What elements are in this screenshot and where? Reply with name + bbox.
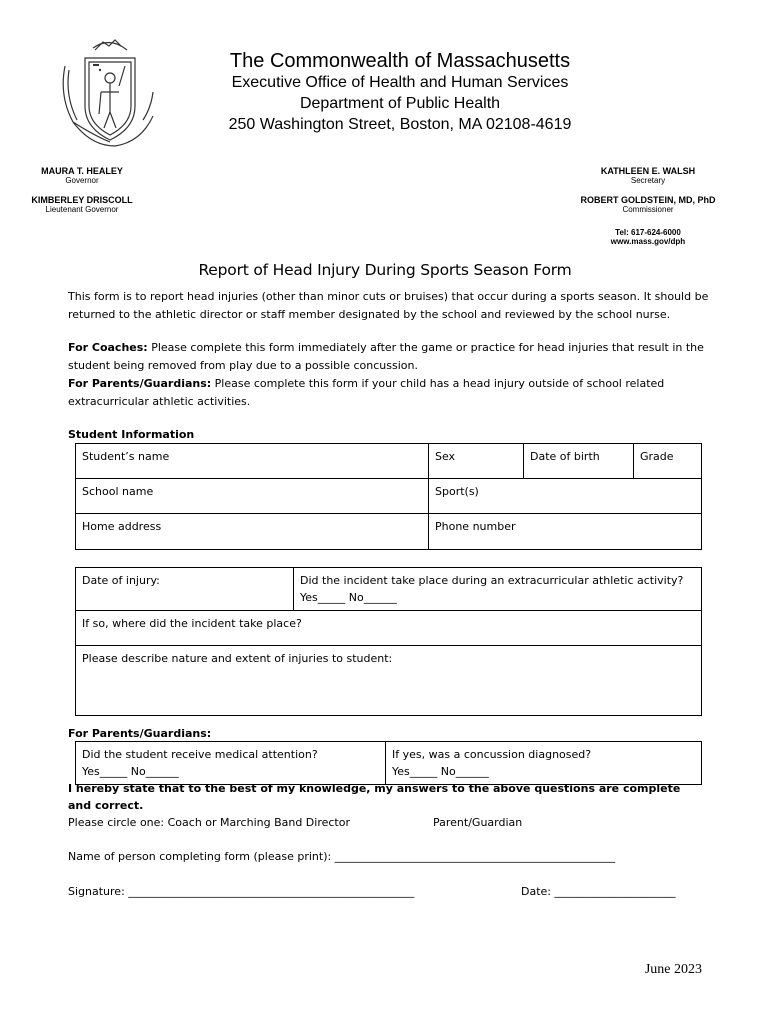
medical-attention-field[interactable] xyxy=(76,742,386,785)
home-address-field[interactable]: Home address xyxy=(76,514,429,550)
coaches-label: For Coaches: xyxy=(68,341,148,354)
sex-field[interactable]: Sex xyxy=(429,444,524,479)
attestation-statement: I hereby state that to the best of my knowledge, my answers to the above questions are complete and correct. xyxy=(68,782,681,812)
parents-label: For Parents/Guardians: xyxy=(68,377,212,390)
school-name-field[interactable]: School name xyxy=(76,479,429,514)
signature-line[interactable]: Signature: ____________________________________________________ xyxy=(68,885,415,898)
incident-table xyxy=(75,567,702,716)
grade-field[interactable]: Grade xyxy=(634,444,702,479)
parents-section-heading: For Parents/Guardians: xyxy=(68,727,212,740)
governor-name: MAURA T. HEALEY xyxy=(41,166,123,176)
form-intro: This form is to report head injuries (other than minor cuts or bruises) that occur during a sports season. It should be returned to the athletic director or staff member designated by the school and reviewed by the school nurse. xyxy=(68,290,709,321)
parents-text: Please complete this form if your child has a head injury outside of school related extracurricular athletic activities. xyxy=(68,377,665,408)
concussion-question: If yes, was a concussion diagnosed? xyxy=(392,748,592,761)
parents-table xyxy=(75,741,702,785)
secretary-title: Secretary xyxy=(630,176,666,185)
student-name-field[interactable]: Student’s name xyxy=(76,444,429,479)
extracurricular-yes-no: Yes_____ No______ xyxy=(300,591,397,604)
medical-attention-yes-no: Yes_____ No______ xyxy=(82,765,179,778)
sports-field[interactable]: Sport(s) xyxy=(429,479,702,514)
phone-number-field[interactable]: Phone number xyxy=(429,514,702,550)
date-of-injury-field[interactable]: Date of injury: xyxy=(76,568,294,611)
concussion-diagnosed-field[interactable] xyxy=(386,742,702,785)
header-address: 250 Washington Street, Boston, MA 02108-4619 xyxy=(228,116,572,133)
header-agency: Executive Office of Health and Human Services xyxy=(231,74,569,91)
commissioner-name: ROBERT GOLDSTEIN, MD, PhD xyxy=(580,195,716,205)
dob-field[interactable]: Date of birth xyxy=(524,444,634,479)
governor-title: Governor xyxy=(65,176,99,185)
injury-description-field[interactable]: Please describe nature and extent of injuries to student: xyxy=(76,646,702,716)
massachusetts-seal-icon xyxy=(55,36,165,152)
concussion-yes-no: Yes_____ No______ xyxy=(392,765,489,778)
extracurricular-question[interactable] xyxy=(294,568,702,611)
student-info-table xyxy=(75,443,702,550)
extracurricular-question-text: Did the incident take place during an extracurricular athletic activity? xyxy=(300,574,684,587)
commissioner-title: Commissioner xyxy=(622,205,674,214)
revision-date: June 2023 xyxy=(644,962,702,977)
secretary-name: KATHLEEN E. WALSH xyxy=(600,166,696,176)
coaches-text: Please complete this form immediately after the game or practice for head injuries that result in the student being removed from play due to a possible concussion. xyxy=(68,341,704,372)
circle-role-options[interactable]: Please circle one: Coach or Marching Band Director xyxy=(68,816,350,829)
student-info-heading: Student Information xyxy=(68,428,195,441)
incident-location-field[interactable]: If so, where did the incident take place? xyxy=(76,611,702,646)
date-line[interactable]: Date: ______________________ xyxy=(521,885,676,898)
parent-guardian-option[interactable]: Parent/Guardian xyxy=(433,816,523,829)
header-department: Department of Public Health xyxy=(299,95,501,112)
phone-number: Tel: 617-624-6000 xyxy=(615,228,681,237)
coaches-instructions xyxy=(68,339,718,375)
medical-attention-question: Did the student receive medical attention? xyxy=(82,748,318,761)
website: www.mass.gov/dph xyxy=(610,237,686,246)
lt-governor-title: Lieutenant Governor xyxy=(45,205,119,214)
header-title: The Commonwealth of Massachusetts xyxy=(229,50,571,72)
name-line[interactable]: Name of person completing form (please print): ___________________________________________________ xyxy=(68,850,616,863)
lt-governor-name: KIMBERLEY DRISCOLL xyxy=(31,195,133,205)
form-title: Report of Head Injury During Sports Season Form xyxy=(198,261,572,279)
parents-instructions xyxy=(68,375,718,411)
